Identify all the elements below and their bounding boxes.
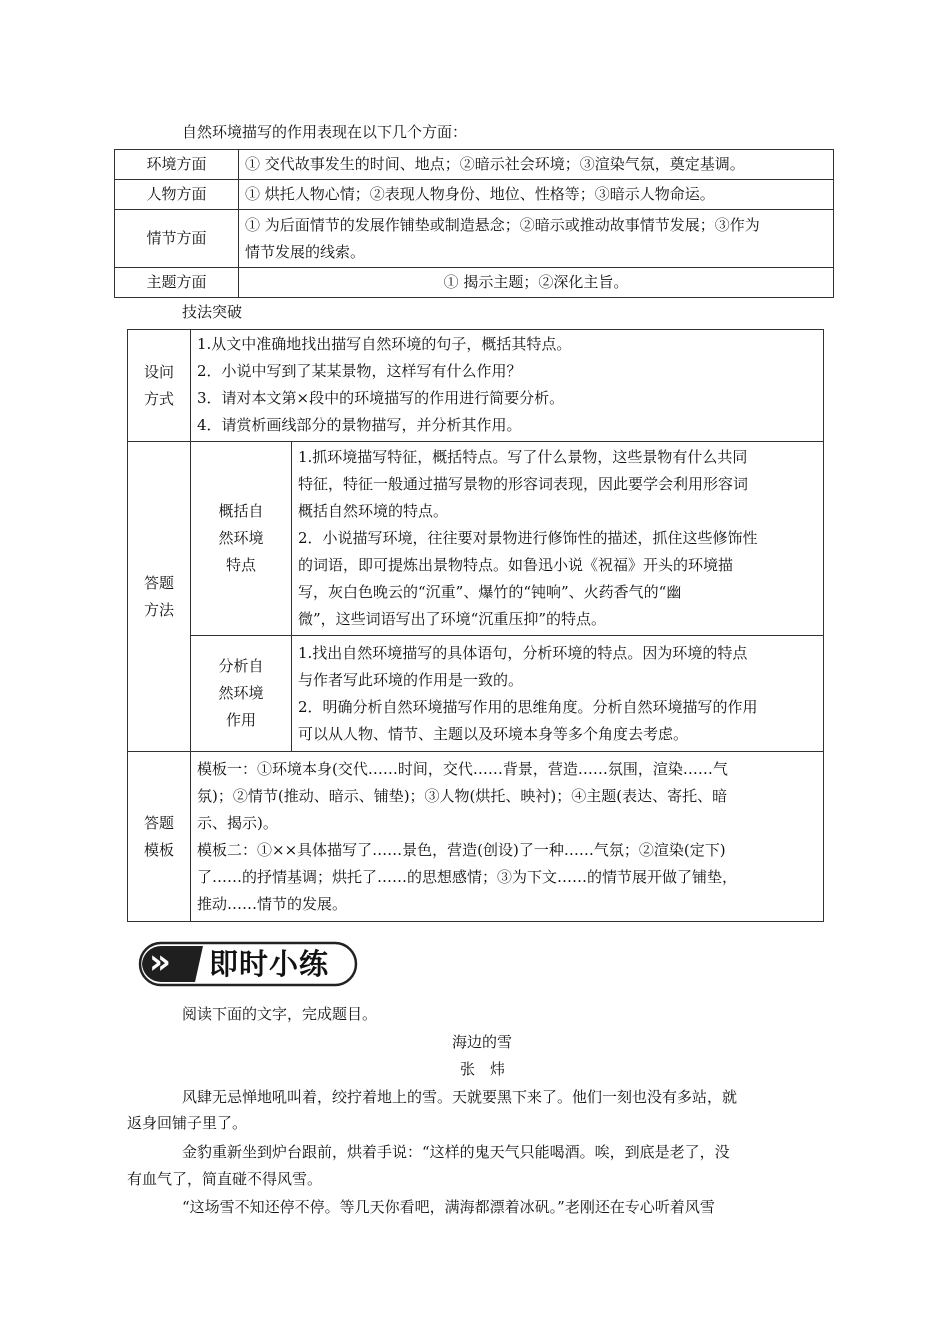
template-line: 模板二：①××具体描写了……景色，营造(创设)了一种……气氛；②渲染(定下) — [197, 840, 726, 859]
method-label-cell — [128, 442, 191, 752]
template-line: 示、揭示)。 — [197, 813, 278, 832]
label-line: 模板 — [143, 840, 174, 859]
table-row — [115, 180, 834, 210]
table-row — [128, 752, 824, 922]
template-label-cell — [128, 752, 191, 922]
table-row — [128, 636, 824, 752]
story-title: 海边的雪 — [452, 1033, 513, 1051]
story-author: 张 炜 — [460, 1060, 506, 1078]
label-line: 然环境 — [218, 684, 264, 702]
method-sublabel-cell — [191, 442, 292, 636]
aspect-cell: 人物方面 — [115, 180, 239, 210]
label-line: 方法 — [143, 600, 174, 619]
label-line: 分析自 — [218, 657, 264, 675]
template-line: 推动……情节的发展。 — [197, 894, 348, 913]
question-line: 2．小说中写到了某某景物，这样写有什么作用？ — [197, 362, 522, 380]
method-line: 微”，这些词语写出了环境“沉重压抑”的特点。 — [298, 610, 607, 628]
aspect-cell: 主题方面 — [115, 268, 239, 298]
functions-table — [114, 149, 834, 298]
banner-title: 即时小练 — [209, 947, 330, 981]
method-line: 2．小说描写环境，往往要对景物进行修饰性的描述，抓住这些修饰性 — [298, 529, 758, 547]
content-cell: ① 揭示主题；②深化主旨。 — [239, 268, 834, 298]
label-line: 作用 — [225, 711, 256, 729]
method-line: 与作者写此环境的作用是一致的。 — [298, 670, 524, 689]
label-line: 答题 — [143, 573, 174, 592]
method-sublabel-cell — [191, 636, 292, 752]
story-line: 返身回铺子里了。 — [127, 1114, 248, 1132]
method-line: 2．明确分析自然环境描写作用的思维角度。分析自然环境描写的作用 — [298, 697, 758, 716]
technique-heading: 技法突破 — [182, 303, 243, 321]
table-row — [115, 268, 834, 298]
label-line: 概括自 — [218, 502, 264, 520]
table-row — [128, 442, 824, 636]
technique-table — [127, 329, 824, 922]
method-line: 概括自然环境的特点。 — [298, 502, 449, 520]
instruction-text: 阅读下面的文字，完成题目。 — [182, 1005, 378, 1023]
content-cell: ① 交代故事发生的时间、地点；②暗示社会环境；③渲染气氛，奠定基调。 — [239, 150, 834, 180]
content-cell — [239, 210, 834, 268]
template-line: 氛)；②情节(推动、暗示、铺垫)；③人物(烘托、映衬)；④主题(表达、寄托、暗 — [197, 786, 728, 805]
questions-cell — [191, 330, 824, 442]
table-row — [115, 210, 834, 268]
label-line: 设问 — [143, 362, 174, 381]
question-line: 3．请对本文第×段中的环境描写的作用进行简要分析。 — [197, 389, 565, 407]
method-line: 1.找出自然环境描写的具体语句，分析环境的特点。因为环境的特点 — [298, 643, 748, 662]
question-line: 4．请赏析画线部分的景物描写，并分析其作用。 — [197, 416, 522, 434]
method-line: 特征，特征一般通过描写景物的形容词表现，因此要学会利用形容词 — [298, 475, 749, 493]
aspect-cell: 情节方面 — [115, 210, 239, 268]
template-line: 模板一：①环境本身(交代……时间，交代……背景，营造……氛围，渲染……气 — [197, 759, 728, 778]
question-line: 1.从文中准确地找出描写自然环境的句子，概括其特点。 — [197, 335, 572, 353]
label-line: 然环境 — [218, 529, 264, 547]
method-line: 的词语，即可提炼出景物特点。如鲁迅小说《祝福》开头的环境描 — [298, 556, 734, 574]
label-line: 答题 — [143, 813, 174, 832]
method-line: 可以从人物、情节、主题以及环境本身等多个角度去考虑。 — [298, 724, 689, 743]
method-line: 写，灰白色晚云的“沉重”、爆竹的“钝响”、火药香气的“幽 — [298, 583, 682, 601]
question-label-cell — [128, 330, 191, 442]
template-line: 了……的抒情基调；烘托了……的思想感情；③为下文……的情节展开做了铺垫， — [197, 867, 738, 886]
section-banner — [137, 940, 359, 988]
story-line: “这场雪不知还停不停。等几天你看吧，满海都漂着冰矾。”老刚还在专心听着风雪 — [182, 1198, 715, 1216]
method-content-cell — [292, 442, 824, 636]
story-line: 金豹重新坐到炉台跟前，烘着手说：“这样的鬼天气只能喝酒。唉，到底是老了，没 — [182, 1143, 730, 1161]
content-line: ① 为后面情节的发展作铺垫或制造悬念；②暗示或推动故事情节发展；③作为 — [245, 215, 760, 234]
template-content-cell — [191, 752, 824, 922]
label-line: 特点 — [225, 556, 256, 574]
content-line: 情节发展的线索。 — [245, 242, 366, 261]
method-line: 1.抓环境描写特征，概括特点。写了什么景物，这些景物有什么共同 — [298, 448, 748, 466]
label-line: 方式 — [143, 389, 174, 408]
story-line: 有血气了，简直碰不得风雪。 — [127, 1170, 323, 1188]
table-row — [128, 330, 824, 442]
intro-text: 自然环境描写的作用表现在以下几个方面： — [182, 123, 468, 141]
table-row — [115, 150, 834, 180]
content-cell: ① 烘托人物心情；②表现人物身份、地位、性格等；③暗示人物命运。 — [239, 180, 834, 210]
chevrons-icon: » — [149, 942, 171, 982]
story-line: 风肆无忌惮地吼叫着，绞拧着地上的雪。天就要黑下来了。他们一刻也没有多站，就 — [182, 1088, 738, 1106]
aspect-cell: 环境方面 — [115, 150, 239, 180]
method-content-cell — [292, 636, 824, 752]
